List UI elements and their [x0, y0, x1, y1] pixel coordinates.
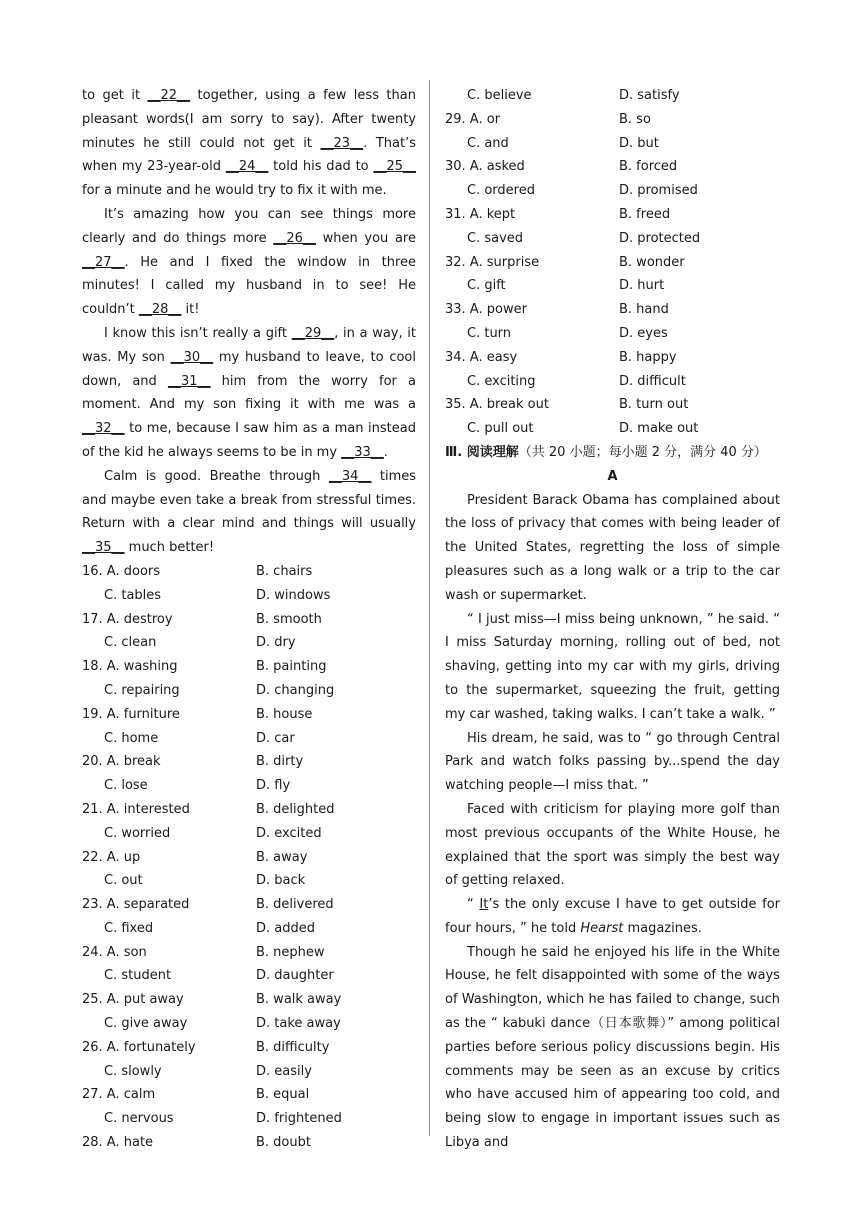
option-a-or-c: 29. A. or — [445, 111, 501, 127]
option-row — [82, 584, 416, 608]
option-b-or-d: D. make out — [619, 421, 699, 437]
text-run: Calm is good. Breathe through — [104, 468, 329, 484]
option-a-or-c: 35. A. break out — [445, 397, 549, 413]
option-b-or-d: B. doubt — [256, 1135, 311, 1151]
option-row — [445, 251, 780, 275]
cloze-blank: __22__ — [147, 88, 191, 103]
option-b-or-d: D. changing — [256, 682, 335, 698]
option-b-or-d: D. difficult — [619, 373, 686, 389]
section-heading-detail: （共 20 小题；每小题 2 分，满分 40 分） — [518, 444, 767, 460]
option-a-or-c: C. and — [467, 135, 509, 151]
paragraph — [445, 941, 780, 1155]
option-row — [82, 988, 416, 1012]
cloze-options-left — [82, 560, 416, 1155]
option-b-or-d: D. frightened — [256, 1111, 342, 1127]
text-run: magazines. — [623, 920, 702, 936]
section-heading — [445, 441, 780, 465]
option-row — [82, 893, 416, 917]
option-a-or-c: C. tables — [104, 587, 162, 603]
text-run: . That’s when my 23-year-old — [82, 135, 416, 175]
section-heading-title: Ⅲ. 阅读理解 — [445, 444, 519, 460]
option-a-or-c: C. give away — [104, 1016, 188, 1032]
option-b-or-d: D. windows — [256, 587, 331, 603]
option-row — [82, 727, 416, 751]
text-run: I know this isn’t really a gift — [104, 325, 292, 341]
option-a-or-c: C. home — [104, 730, 159, 746]
option-a-or-c: C. ordered — [467, 183, 535, 199]
text-run: ’s the only excuse I have to get outside for four hours, ” he told — [445, 897, 781, 936]
option-a-or-c: 17. A. destroy — [82, 611, 173, 627]
option-row — [82, 964, 416, 988]
option-a-or-c: 30. A. asked — [445, 159, 525, 175]
paragraph — [445, 727, 780, 798]
cloze-blank: __27__ — [82, 254, 125, 270]
option-b-or-d: D. back — [256, 873, 306, 889]
text-run: Faced with criticism for playing more golf than most previous occupants of the White House, he explained that the sport was simply the best way of getting relaxed. — [445, 801, 780, 889]
option-b-or-d: D. but — [619, 135, 659, 151]
option-a-or-c: 23. A. separated — [82, 897, 190, 913]
option-row — [82, 774, 416, 798]
option-a-or-c: 33. A. power — [445, 302, 527, 318]
option-row — [445, 132, 780, 156]
paragraph — [82, 465, 416, 560]
option-a-or-c: 21. A. interested — [82, 801, 190, 817]
option-row — [445, 393, 780, 417]
option-row — [445, 322, 780, 346]
cloze-blank: __29__ — [291, 325, 335, 341]
option-a-or-c: 27. A. calm — [82, 1087, 156, 1103]
option-row — [82, 750, 416, 774]
cloze-blank: __23__ — [320, 135, 364, 151]
cloze-blank: __31__ — [167, 373, 211, 389]
text-run: my husband to leave, to cool down, and — [82, 349, 416, 389]
option-row — [82, 608, 416, 632]
cloze-blank: __30__ — [170, 349, 214, 365]
option-row — [82, 655, 416, 679]
text-run: Though he said he enjoyed his life in the White House, he felt disappointed with some of the ways of Washington, which he has failed to change, such as the “ kabuki dance（日本歌舞）” among political parties before serious policy discussions begin. His comments may be seen as an excuse by critics who have accused him of appearing too cold, and being slow to engage in important issues such as Libya and — [445, 944, 780, 1151]
option-row — [82, 846, 416, 870]
cloze-blank: __35__ — [82, 540, 125, 556]
option-b-or-d: D. fly — [256, 778, 291, 794]
cloze-blank: __34__ — [328, 468, 372, 484]
option-row — [445, 417, 780, 441]
paragraph — [445, 798, 780, 893]
text-run: together, using a few less than pleasant words(I am sorry to say). After twenty minutes he still could not get it — [82, 88, 416, 151]
text-run: , in a way, it was. My son — [82, 325, 417, 365]
option-row — [82, 560, 416, 584]
option-b-or-d: D. added — [256, 920, 315, 936]
italic-title: Hearst — [580, 920, 624, 936]
option-a-or-c: C. clean — [104, 635, 157, 651]
text-run: “ — [467, 897, 480, 913]
option-a-or-c: 16. A. doors — [82, 563, 161, 579]
option-row — [82, 941, 416, 965]
option-a-or-c: C. worried — [104, 825, 171, 841]
option-b-or-d: D. daughter — [256, 968, 334, 984]
option-a-or-c: C. exciting — [467, 373, 536, 389]
option-row — [82, 703, 416, 727]
cloze-blank: __26__ — [273, 230, 316, 246]
option-row — [445, 203, 780, 227]
option-b-or-d: B. delighted — [256, 801, 335, 817]
option-b-or-d: B. walk away — [256, 992, 342, 1008]
cloze-blank: __24__ — [225, 159, 269, 175]
paragraph — [82, 322, 416, 465]
option-b-or-d: B. freed — [619, 206, 671, 222]
option-row — [445, 155, 780, 179]
option-b-or-d: B. house — [256, 706, 313, 722]
option-a-or-c: C. out — [104, 873, 143, 889]
option-b-or-d: D. excited — [256, 825, 322, 841]
option-a-or-c: 20. A. break — [82, 754, 161, 770]
option-b-or-d: B. hand — [619, 302, 669, 318]
option-row — [82, 798, 416, 822]
paragraph — [445, 893, 780, 941]
option-row — [82, 869, 416, 893]
option-b-or-d: B. forced — [619, 159, 678, 175]
text-run: to get it — [82, 88, 148, 103]
text-run: to me, because I saw him as a man instead of the kid he always seems to be in my — [82, 421, 416, 460]
option-a-or-c: 22. A. up — [82, 849, 141, 865]
option-b-or-d: B. chairs — [256, 563, 313, 579]
text-run: . — [383, 444, 388, 460]
option-a-or-c: C. slowly — [104, 1063, 162, 1079]
option-row — [445, 227, 780, 251]
option-a-or-c: C. fixed — [104, 920, 154, 936]
option-b-or-d: D. eyes — [619, 325, 668, 341]
option-row — [445, 179, 780, 203]
option-b-or-d: B. smooth — [256, 611, 322, 627]
option-row — [82, 822, 416, 846]
option-row — [445, 370, 780, 394]
option-a-or-c: 24. A. son — [82, 944, 147, 960]
option-b-or-d: B. wonder — [619, 254, 685, 270]
option-b-or-d: D. hurt — [619, 278, 665, 294]
text-run: for a minute and he would try to fix it with me. — [82, 183, 387, 199]
option-row — [445, 84, 780, 108]
text-run: it! — [181, 302, 200, 318]
option-a-or-c: C. student — [104, 968, 172, 984]
option-b-or-d: B. painting — [256, 659, 327, 675]
text-run: times and maybe even take a break from stressful times. Return with a clear mind and things will usually — [82, 468, 416, 532]
option-row — [82, 917, 416, 941]
option-row — [445, 346, 780, 370]
option-row — [82, 1107, 416, 1131]
cloze-blank: __33__ — [341, 444, 384, 460]
option-a-or-c: C. pull out — [467, 421, 534, 437]
text-run: It’s amazing how you can see things more clearly and do things more — [82, 206, 416, 246]
option-row — [82, 1131, 416, 1155]
option-b-or-d: B. happy — [619, 349, 677, 365]
paragraph — [82, 84, 416, 203]
paragraph — [445, 608, 780, 727]
option-b-or-d: D. dry — [256, 635, 296, 651]
reading-passage-a — [445, 489, 780, 1155]
option-b-or-d: B. difficulty — [256, 1039, 330, 1055]
option-a-or-c: C. turn — [467, 325, 512, 341]
text-run: much better! — [124, 540, 215, 556]
option-b-or-d: B. dirty — [256, 754, 304, 770]
option-b-or-d: B. nephew — [256, 944, 325, 960]
column-divider — [429, 80, 430, 1136]
left-column — [82, 84, 416, 1155]
paragraph — [82, 203, 416, 322]
text-run: when you are — [315, 230, 416, 246]
option-a-or-c: 26. A. fortunately — [82, 1039, 196, 1055]
option-row — [82, 1083, 416, 1107]
option-b-or-d: D. satisfy — [619, 88, 680, 103]
option-a-or-c: 31. A. kept — [445, 206, 516, 222]
right-column — [445, 84, 780, 1155]
option-b-or-d: D. promised — [619, 183, 698, 199]
option-a-or-c: 32. A. surprise — [445, 254, 540, 270]
text-run: him from the worry for a moment. And my son fixing it with me was a — [82, 373, 417, 413]
option-row — [82, 1012, 416, 1036]
option-a-or-c: C. nervous — [104, 1111, 174, 1127]
option-a-or-c: C. lose — [104, 778, 148, 794]
option-b-or-d: B. so — [619, 111, 651, 127]
option-b-or-d: D. take away — [256, 1016, 341, 1032]
cloze-passage — [82, 84, 416, 560]
option-b-or-d: D. protected — [619, 230, 701, 246]
text-run: . He and I fixed the window in three minutes! I called my husband in to see! He couldn’t — [82, 254, 416, 318]
option-b-or-d: D. easily — [256, 1063, 312, 1079]
option-a-or-c: 28. A. hate — [82, 1135, 154, 1151]
option-a-or-c: C. gift — [467, 278, 506, 294]
option-a-or-c: C. saved — [467, 230, 524, 246]
option-a-or-c: 34. A. easy — [445, 349, 518, 365]
option-b-or-d: B. equal — [256, 1087, 310, 1103]
option-row — [82, 1036, 416, 1060]
option-a-or-c: C. repairing — [104, 682, 180, 698]
paragraph — [445, 489, 780, 608]
option-b-or-d: B. away — [256, 849, 308, 865]
option-row — [82, 631, 416, 655]
text-run: His dream, he said, was to “ go through Central Park and watch folks passing by...spend the day watching people—I miss that. ” — [445, 730, 780, 794]
option-row — [445, 108, 780, 132]
option-row — [82, 1060, 416, 1084]
cloze-blank: __32__ — [82, 421, 125, 437]
option-row — [82, 679, 416, 703]
option-a-or-c: 25. A. put away — [82, 992, 184, 1008]
text-run: President Barack Obama has complained about the loss of privacy that comes with being leader of the United States, regretting the loss of simple pleasures such as a long walk or a trip to the car wash or supermarket. — [445, 492, 780, 603]
text-run: told his dad to — [268, 159, 374, 175]
cloze-options-right — [445, 84, 780, 441]
passage-label: A — [607, 468, 618, 484]
underlined-word: It — [479, 897, 489, 913]
text-run: “ I just miss—I miss being unknown, ” he said. “ I miss Saturday morning, rolling out of bed, not shaving, getting into my car with my girls, driving to the supermarket, squeezing the fruit, getting my car washed, taking walks. I can’t take a walk. ” — [445, 611, 780, 722]
option-b-or-d: B. delivered — [256, 897, 334, 913]
option-a-or-c: 18. A. washing — [82, 659, 178, 675]
option-row — [445, 274, 780, 298]
option-a-or-c: 19. A. furniture — [82, 706, 180, 722]
option-b-or-d: D. car — [256, 730, 295, 746]
option-b-or-d: B. turn out — [619, 397, 689, 413]
cloze-blank: __25__ — [373, 159, 416, 175]
option-row — [445, 298, 780, 322]
cloze-blank: __28__ — [138, 302, 182, 318]
option-a-or-c: C. believe — [467, 88, 532, 103]
